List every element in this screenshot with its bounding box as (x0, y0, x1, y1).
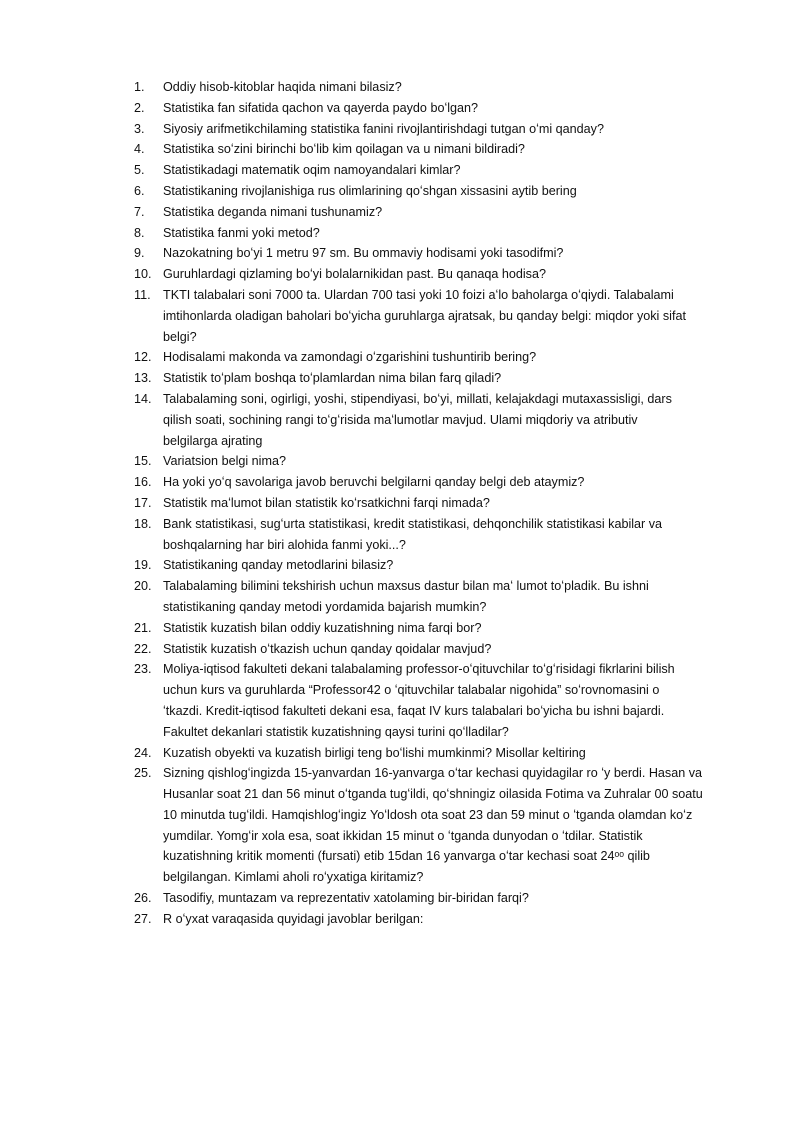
question-number: 23. (134, 662, 152, 677)
question-text: Statistikadagi matematik oqim namoyandalari kimlar? (163, 163, 461, 178)
question-item (134, 639, 734, 660)
question-item (134, 223, 734, 244)
question-number: 19. (134, 558, 152, 573)
question-text: Variatsion belgi nima? (163, 454, 286, 469)
question-item (134, 888, 734, 909)
question-number: 7. (134, 204, 145, 219)
question-item (134, 909, 734, 930)
question-item (134, 743, 734, 764)
question-text: Kuzatish obyekti va kuzatish birligi teng boʻlishi mumkinmi? Misollar keltiring (163, 745, 586, 760)
question-item (134, 763, 734, 888)
question-number: 9. (134, 246, 145, 261)
question-number: 14. (134, 391, 152, 406)
question-number: 8. (134, 225, 145, 240)
question-number: 17. (134, 495, 152, 510)
question-text: Tasodifiy, muntazam va reprezentativ xatolaming bir-biridan farqi? (163, 891, 529, 906)
question-item (134, 389, 734, 451)
question-text: R oʻyxat varaqasida quyidagi javoblar berilgan: (163, 911, 424, 926)
question-text: Guruhlardagi qizlaming boʻyi bolalarnikidan past. Bu qanaqa hodisa? (163, 267, 546, 282)
question-item (134, 659, 734, 742)
question-number: 16. (134, 475, 152, 490)
question-item (134, 451, 734, 472)
question-text: Hodisalami makonda va zamondagi oʻzgarishini tushuntirib bering? (163, 350, 537, 365)
question-text: Statistik toʻplam boshqa toʻplamlardan nima bilan farq qiladi? (163, 371, 502, 386)
question-text: Nazokatning boʻyi 1 metru 97 sm. Bu ommaviy hodisami yoki tasodifmi? (163, 246, 564, 261)
question-text: Statistik kuzatish bilan oddiy kuzatishning nima farqi bor? (163, 620, 482, 635)
question-number: 4. (134, 142, 145, 157)
question-text: Ha yoki yoʻq savolariga javob beruvchi belgilarni qanday belgi deb ataymiz? (163, 475, 585, 490)
question-item (134, 285, 734, 347)
question-text: Statistikaning rivojlanishiga rus olimlarining qoʻshgan xissasini aytib bering (163, 183, 577, 198)
question-number: 13. (134, 371, 152, 386)
question-text: Statistika fanmi yoki metod? (163, 225, 320, 240)
question-text: Statistika fan sifatida qachon va qayerda paydo boʻlgan? (163, 100, 479, 115)
question-number: 3. (134, 121, 145, 136)
question-number: 10. (134, 267, 152, 282)
question-item (134, 119, 734, 140)
question-text: Statistika deganda nimani tushunamiz? (163, 204, 383, 219)
question-item (134, 264, 734, 285)
question-number: 12. (134, 350, 152, 365)
question-text: Oddiy hisob-kitoblar haqida nimani bilasiz? (163, 80, 402, 94)
question-item (134, 347, 734, 368)
question-list (134, 77, 734, 930)
question-item (134, 514, 734, 556)
question-item (134, 202, 734, 223)
question-text: Statistikaning qanday metodlarini bilasiz? (163, 558, 394, 573)
question-item (134, 160, 734, 181)
question-text: TKTI talabalari soni 7000 ta. Ulardan 700 tasi yoki 10 foizi aʻlo baholarga oʻqiydi. Talabalami imtihonlarda oladigan baholari boʻyicha guruhlarga ajratsak, bu qanday belgi: miqdor yoki sifat belgi? (163, 287, 686, 344)
question-item (134, 493, 734, 514)
question-number: 11. (134, 287, 151, 302)
question-number: 25. (134, 766, 152, 781)
question-number: 5. (134, 163, 145, 178)
question-text: Siyosiy arifmetikchilaming statistika fanini rivojlantirishdagi tutgan oʻmi qanday? (163, 121, 604, 136)
question-item (134, 472, 734, 493)
question-text: Moliya-iqtisod fakulteti dekani talabalaming professor-oʻqituvchilar toʻgʻrisidagi fikrlarini bilish uchun kurs va guruhlarda “Professor42 o ʻqituvchilar talabalar nigohida” soʻrovnomasini o ʻtkazdi. Kredit-iqtisod fakulteti dekani esa, faqat IV kurs talabalari boʻyicha bu ishni bajardi. Fakultet dekanlari statistik kuzatishning qaysi turini qoʻlladilar? (163, 662, 675, 739)
question-number: 21. (134, 620, 152, 635)
question-item (134, 243, 734, 264)
question-item (134, 555, 734, 576)
question-number: 2. (134, 100, 145, 115)
question-number: 22. (134, 641, 152, 656)
question-item (134, 77, 734, 98)
question-item (134, 181, 734, 202)
question-number: 6. (134, 183, 145, 198)
question-item (134, 368, 734, 389)
question-item (134, 576, 734, 618)
question-number: 1. (134, 80, 145, 94)
question-text: Statistik kuzatish oʻtkazish uchun qanday qoidalar mavjud? (163, 641, 492, 656)
question-text: Statistika soʻzini birinchi boʻlib kim qoilagan va u nimani bildiradi? (163, 142, 525, 157)
question-item (134, 139, 734, 160)
question-number: 27. (134, 911, 152, 926)
question-text: Talabalaming soni, ogirligi, yoshi, stipendiyasi, boʻyi, millati, kelajakdagi mutaxassisligi, dars qilish soati, sochining rangi toʻgʻrisida maʻlumotlar mavjud. Ulami miqdoriy va atributiv belgilarga ajrating (163, 391, 672, 448)
question-number: 24. (134, 745, 152, 760)
question-number: 20. (134, 579, 152, 594)
question-item (134, 98, 734, 119)
question-number: 26. (134, 891, 152, 906)
question-text: Talabalaming bilimini tekshirish uchun maxsus dastur bilan maʻ lumot toʻpladik. Bu ishni statistikaning qanday metodi yordamida bajarish mumkin? (163, 579, 649, 614)
question-text: Statistik maʻlumot bilan statistik koʻrsatkichni farqi nimada? (163, 495, 490, 510)
question-item (134, 618, 734, 639)
question-text: Bank statistikasi, sugʻurta statistikasi, kredit statistikasi, dehqonchilik statistikasi kabilar va boshqalarning har biri alohida fanmi yoki...? (163, 516, 663, 552)
question-number: 18. (134, 516, 152, 531)
question-text: Sizning qishlogʻingizda 15-yanvardan 16-yanvarga oʻtar kechasi quyidagilar ro ʻy berdi. Hasan va Husanlar soat 21 dan 56 minut oʻtganda tugʻildi, qoʻshningiz oilasida Fotima va Zuhralar 00 soatu 10 minutda tugʻildi. Hamqishlogʻingiz Yoʻldosh ota soat 23 dan 59 minut o ʻtganda olamdan koʻz yumdilar. Yomgʻir xola esa, soat ikkidan 15 minut o ʻtganda dunyodan o ʻtdilar. Statistik kuzatishning kritik momenti (fursati) etib 15dan 16 yanvarga oʻtar kechasi soat 24ᵒᵒ qilib belgilangan. Kimlami aholi roʻyxatiga kiritamiz? (163, 766, 703, 885)
question-number: 15. (134, 454, 152, 469)
